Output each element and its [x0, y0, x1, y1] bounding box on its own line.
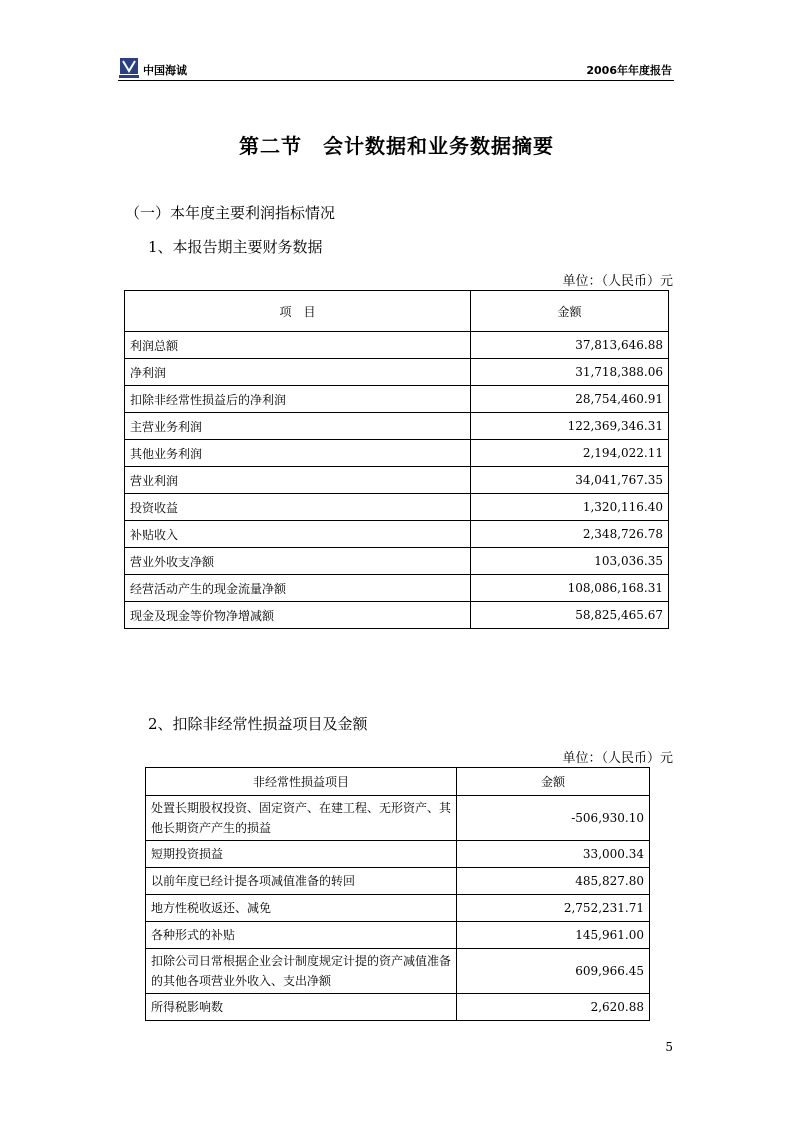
row-item-label: 地方性税收返还、减免 — [146, 895, 457, 922]
row-item-label: 各种形式的补贴 — [146, 922, 457, 949]
row-amount-value: 609,966.45 — [457, 949, 650, 994]
subsection-heading-1: 1、本报告期主要财务数据 — [148, 238, 323, 256]
row-item-label: 处置长期股权投资、固定资产、在建工程、无形资产、其他长期资产产生的损益 — [146, 796, 457, 841]
row-item-label: 补贴收入 — [125, 521, 471, 548]
unit-label-2: 单位：（人民币）元 — [562, 751, 673, 766]
report-title: 2006年年度报告 — [586, 64, 672, 77]
row-item-label: 主营业务利润 — [125, 413, 471, 440]
row-amount-value: 485,827.80 — [457, 868, 650, 895]
non-recurring-items-table — [145, 767, 650, 1021]
column-header-item: 项 目 — [125, 291, 471, 332]
row-amount-value: 2,620.88 — [457, 994, 650, 1021]
column-header-amount: 金额 — [471, 291, 669, 332]
company-logo-icon — [118, 57, 140, 79]
section-heading: （一）本年度主要利润指标情况 — [125, 204, 336, 222]
table-row — [125, 494, 669, 521]
row-item-label: 营业外收支净额 — [125, 548, 471, 575]
row-amount-value: 37,813,646.88 — [471, 332, 669, 359]
row-amount-value: 1,320,116.40 — [471, 494, 669, 521]
column-header-item: 非经常性损益项目 — [146, 768, 457, 796]
row-item-label: 营业利润 — [125, 467, 471, 494]
row-amount-value: 34,041,767.35 — [471, 467, 669, 494]
row-amount-value: 31,718,388.06 — [471, 359, 669, 386]
table-row — [146, 868, 650, 895]
subsection-heading-2: 2、扣除非经常性损益项目及金额 — [148, 715, 368, 733]
table-row — [125, 413, 669, 440]
column-header-amount: 金额 — [457, 768, 650, 796]
table-row — [146, 994, 650, 1021]
table-row — [125, 386, 669, 413]
table-row — [146, 949, 650, 994]
row-item-label: 其他业务利润 — [125, 440, 471, 467]
table-row — [125, 548, 669, 575]
table-row — [146, 922, 650, 949]
financial-data-table — [124, 290, 669, 629]
table-row — [125, 575, 669, 602]
row-amount-value: 103,036.35 — [471, 548, 669, 575]
table-row — [146, 841, 650, 868]
table-row — [125, 521, 669, 548]
row-amount-value: 2,194,022.11 — [471, 440, 669, 467]
table-row — [125, 332, 669, 359]
row-amount-value: 145,961.00 — [457, 922, 650, 949]
table-row — [146, 895, 650, 922]
company-name: 中国海诚 — [143, 64, 187, 77]
row-amount-value: 2,752,231.71 — [457, 895, 650, 922]
row-amount-value: -506,930.10 — [457, 796, 650, 841]
row-amount-value: 58,825,465.67 — [471, 602, 669, 629]
table-row — [125, 602, 669, 629]
table-row — [146, 796, 650, 841]
row-amount-value: 28,754,460.91 — [471, 386, 669, 413]
row-item-label: 扣除非经常性损益后的净利润 — [125, 386, 471, 413]
page-number: 5 — [665, 1040, 673, 1054]
table-row — [125, 440, 669, 467]
row-amount-value: 2,348,726.78 — [471, 521, 669, 548]
row-item-label: 经营活动产生的现金流量净额 — [125, 575, 471, 602]
table-row — [125, 359, 669, 386]
row-item-label: 所得税影响数 — [146, 994, 457, 1021]
row-item-label: 利润总额 — [125, 332, 471, 359]
row-amount-value: 122,369,346.31 — [471, 413, 669, 440]
row-item-label: 现金及现金等价物净增减额 — [125, 602, 471, 629]
row-item-label: 投资收益 — [125, 494, 471, 521]
table-row — [125, 467, 669, 494]
row-amount-value: 108,086,168.31 — [471, 575, 669, 602]
row-item-label: 短期投资损益 — [146, 841, 457, 868]
header-divider — [118, 80, 674, 81]
row-item-label: 净利润 — [125, 359, 471, 386]
row-item-label: 扣除公司日常根据企业会计制度规定计提的资产减值准备的其他各项营业外收入、支出净额 — [146, 949, 457, 994]
row-item-label: 以前年度已经计提各项减值准备的转回 — [146, 868, 457, 895]
unit-label-1: 单位：（人民币）元 — [562, 274, 673, 289]
page-title: 第二节 会计数据和业务数据摘要 — [239, 134, 554, 158]
row-amount-value: 33,000.34 — [457, 841, 650, 868]
